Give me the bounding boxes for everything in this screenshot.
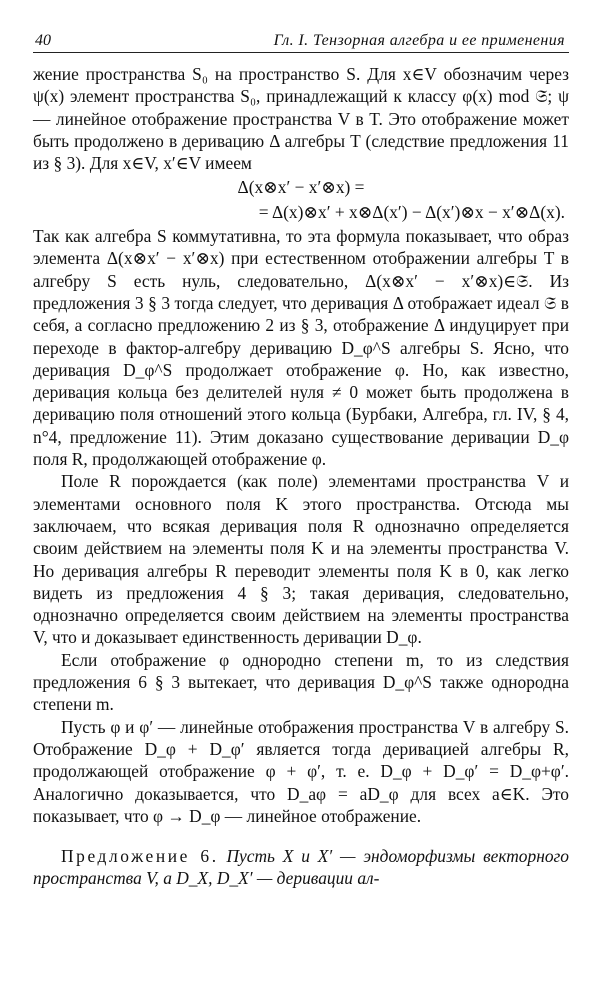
- paragraph-2: Так как алгебра S коммутативна, то эта формула показывает, что образ элемента Δ(x⊗x′ − x′⊗x) при естественном отображении алгебры T в алгебру S есть нуль, следовательно, Δ(x⊗x′ − x′⊗x)∈𝔖. Из предложения 3 § 3 тогда следует, что деривация Δ отображает идеал 𝔖 в себя, а согласно предложению 2 из § 3, отображение Δ индуцирует при переходе в фактор-алгебру деривацию D_φ^S алгебры S. Ясно, что деривация D_φ^S продолжает отображение φ. Но, как известно, деривация кольца без делителей нуля ≠ 0 может быть продолжена в деривацию поля отношений этого кольца (Бурбаки, Алгебра, гл. IV, § 4, n°4, предложение 11). Этим доказано существование деривации D_φ поля R, продолжающей отображение φ.: [33, 226, 569, 470]
- spacer: [33, 827, 569, 845]
- running-header: [33, 28, 569, 53]
- formula-line-1: Δ(x⊗x′ − x′⊗x) =: [237, 177, 365, 198]
- formula-line-2: = Δ(x)⊗x′ + x⊗Δ(x′) − Δ(x′)⊗x − x′⊗Δ(x).: [258, 201, 565, 222]
- proposition-text: Пусть X и X′ — эндоморфизмы векторного пространства V, а D_X, D_X′ — деривации ал-: [33, 846, 569, 889]
- paragraph-4: Если отображение φ однородно степени m, то из следствия предложения 6 § 3 вытекает, что деривация D_φ^S также однородна степени m.: [33, 649, 569, 715]
- running-title: Гл. I. Тензорная алгебра и ее применения: [273, 32, 565, 49]
- book-page: [33, 28, 569, 890]
- paragraph-3: Поле R порождается (как поле) элементами пространства V и элементами основного поля K этого пространства. Отсюда мы заключаем, что всякая деривация поля R однозначно определяется своим действием на элементы поля K и на элементы пространства V. Но деривация алгебры R переводит элементы поля K в 0, как легко видеть из предложения 4 § 3; такая деривация, следовательно, однозначно определяется своим действием на элементы пространства V, что и доказывает единственность деривации D_φ.: [33, 471, 569, 648]
- proposition-6: [33, 845, 569, 890]
- paragraph-5: Пусть φ и φ′ — линейные отображения пространства V в алгебру S. Отображение D_φ + D_φ′ является тогда деривацией алгебры R, продолжающей отображение φ + φ′, т. е. D_φ + D_φ′ = D_φ+φ′. Аналогично доказывается, что D_aφ = aD_φ для всех a∈K. Это показывает, что φ → D_φ — линейное отображение.: [33, 716, 569, 826]
- proposition-label: Предложение 6.: [61, 846, 219, 867]
- paragraph-1: жение пространства S₀ на пространство S. Для x∈V обозначим через ψ(x) элемент пространства S₀, принадлежащий к классу φ(x) mod 𝔖; ψ — линейное отображение пространства V в T. Это отображение может быть продолжено в деривацию Δ алгебры T (следствие предложения 11 из § 3). Для x∈V, x′∈V имеем: [33, 64, 569, 174]
- page-number: 40: [35, 32, 51, 49]
